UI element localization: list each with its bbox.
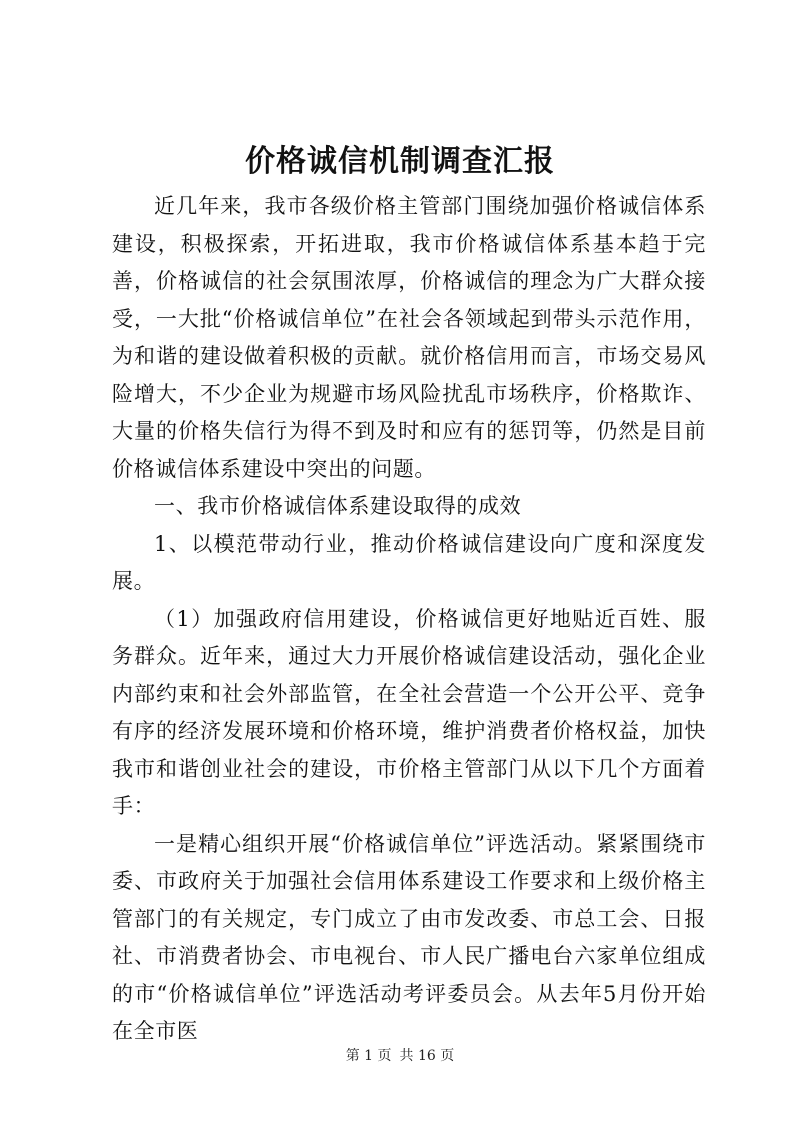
- document-body: [112, 188, 706, 1051]
- page-number: 第 1 页: [345, 1048, 392, 1064]
- page-total: 共 16 页: [399, 1048, 455, 1064]
- section-heading: 一、我市价格诚信体系建设取得的成效: [154, 494, 522, 518]
- paragraph-intro: 近几年来，我市各级价格主管部门围绕加强价格诚信体系建设，积极探索，开拓进取，我市价格诚信体系基本趋于完善，价格诚信的社会氛围浓厚，价格诚信的理念为广大群众接受，一大批“价格诚信单位”在社会各领域起到带头示范作用，为和谐的建设做着积极的贡献。就价格信用而言，市场交易风险增大，不少企业为规避市场风险扰乱市场秩序，价格欺诈、大量的价格失信行为得不到及时和应有的惩罚等，仍然是目前价格诚信体系建设中突出的问题。: [112, 194, 706, 481]
- document-title: 价格诚信机制调查汇报: [245, 144, 555, 179]
- paragraph-government-credit: （1）加强政府信用建设，价格诚信更好地贴近百姓、服务群众。近年来，通过大力开展价格诚信建设活动，强化企业内部约束和社会外部监管，在全社会营造一个公开公平、竞争有序的经济发展环境和价格环境，维护消费者价格权益，加快我市和谐创业社会的建设，市价格主管部门从以下几个方面着手：: [112, 606, 706, 818]
- paragraph-evaluation-activity: 一是精心组织开展“价格诚信单位”评选活动。紧紧围绕市委、市政府关于加强社会信用体系建设工作要求和上级价格主管部门的有关规定，专门成立了由市发改委、市总工会、日报社、市消费者协会、市电视台、市人民广播电台六家单位组成的市“价格诚信单位”评选活动考评委员会。从去年5月份开始在全市医: [112, 831, 706, 1043]
- subsection-heading: 1、以模范带动行业，推动价格诚信建设向广度和深度发展。: [112, 531, 706, 593]
- page-footer: [0, 1046, 800, 1066]
